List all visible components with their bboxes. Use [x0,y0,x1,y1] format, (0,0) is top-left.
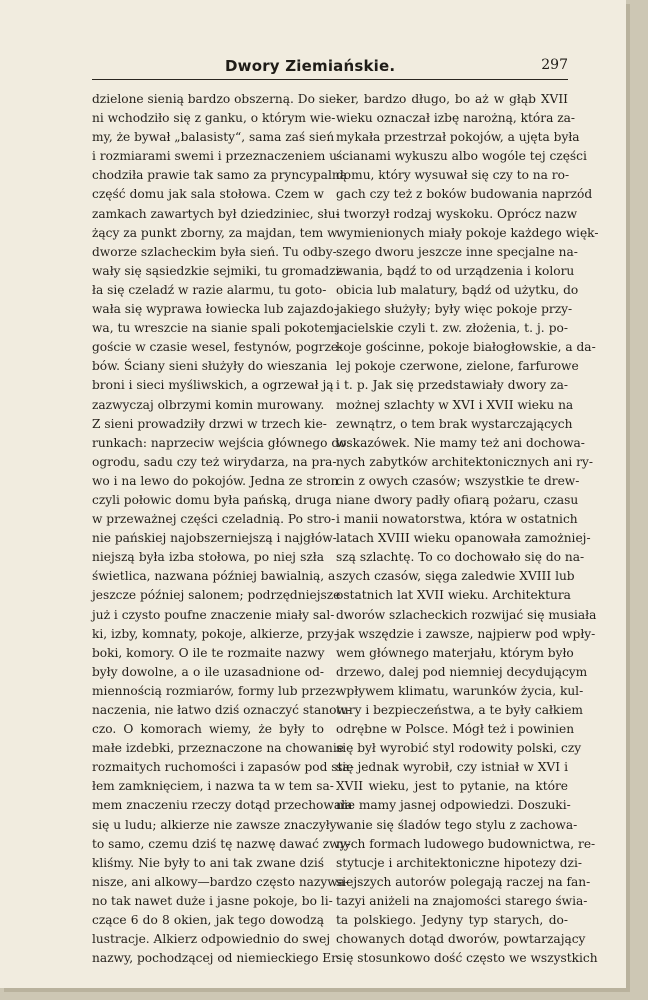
text-line: nie pańskiej najobszerniejszą i najgłów- [92,531,337,546]
text-line: się u ludu; alkierze nie zawsze znaczyły [92,817,337,832]
text-line: wały się sąsiedzkie sejmiki, tu gromadzi- [92,263,344,278]
text-line: dzielone sienią bardzo obszerną. Do sie- [92,92,341,106]
text-line: lustracje. Alkierz odpowiednio do swej [92,932,331,947]
text-line: miennością rozmiarów, formy lub przez- [92,683,340,698]
text-line: cin z owych czasów; wszystkie te drew- [336,473,580,488]
text-line: Z sieni prowadziły drzwi w trzech kie- [92,416,327,431]
text-line: boki, komory. O ile te rozmaite nazwy [92,645,325,660]
text-line: możnej szlachty w XVI i XVII wieku na [336,397,574,412]
text-line: ker, bardzo długo, bo aż w głąb XVII [336,92,568,106]
text-line: w przeważnej części czeladnią. Po stro- [92,512,336,527]
text-line: tazyi aniżeli na znajomości starego świa- [336,893,588,908]
text-line: my, że bywał „balasisty“, sama zaś sień [92,130,335,145]
running-header [92,57,568,81]
text-line: czyli połowic domu była pańską, druga [92,492,332,507]
text-line: niane dwory padły ofiarą pożaru, czasu [336,492,579,507]
text-line: zwania, bądź to od urządzenia i koloru [336,263,575,278]
text-line: wanie się śladów tego stylu z zachowa- [336,817,578,832]
text-line: mem znaczeniu rzeczy dotąd przechowała [92,798,353,813]
text-line: kliśmy. Nie były to ani tak zwane dziś [92,855,324,870]
text-line: wa, tu wreszcie na sianie spali pokotem [92,321,338,336]
text-line: zewnątrz, o tem brak wystarczających [336,416,573,431]
text-line: runkach: naprzeciw wejścia głównego do [92,435,347,450]
text-line: nisze, ani alkowy—bardzo często nazywa- [92,874,350,889]
text-line: chowanych dotąd dworów, powtarzający [336,932,586,947]
text-line: domu, który wysuwał się czy to na ro- [336,168,570,183]
text-line: zamkach zawartych był dziedziniec, słu- [92,206,340,221]
text-line: jacielskie czyli t. zw. złożenia, t. j. po- [336,321,568,336]
text-line: i tworzył rodzaj wyskoku. Oprócz nazw [336,206,578,221]
text-line: koje gościnne, pokoje białogłowskie, a da- [336,340,596,355]
text-line: naczenia, nie łatwo dziś oznaczyć stanow- [92,703,352,717]
text-line: i rozmiarami swemi i przeznaczeniem u- [92,149,342,164]
text-line: tury i bezpieczeństwa, a te były całkiem [336,703,583,717]
text-line: nazwy, pochodzącej od niemieckiego Er- [92,951,342,966]
text-line: ni wchodziło się z ganku, o którym wie- [92,111,336,126]
text-line: stytucje i architektoniczne hipotezy dzi- [336,855,582,870]
text-line: szą szlachtę. To co dochowało się do na- [336,550,585,565]
text-line: ki, izby, komnaty, pokoje, alkierze, przy- [92,626,338,641]
page-number: 297 [541,57,568,73]
text-line: to samo, czemu dziś tę nazwę dawać zwy- [92,836,351,851]
text-line: nych formach ludowego budownictwa, re- [336,836,596,851]
text-column-left [92,90,354,966]
text-line: ścianami wykuszu albo wogóle tej części [336,149,587,164]
text-line: ła się czeladź w razie alarmu, tu goto- [92,282,327,297]
text-line: chodziła prawie tak samo za pryncypalną [92,168,347,183]
text-line: wała się wyprawa łowiecka lub zajazdo- [92,302,338,317]
text-line: świetlica, nazwana później bawialnią, a [92,569,336,584]
text-line: małe izdebki, przeznaczone na chowanie [92,741,345,756]
text-line: się jednak wyrobił, czy istniał w XVI i [336,760,568,775]
text-line: lej pokoje czerwone, zielone, farfurowe [336,359,579,374]
text-line: łem zamknięciem, i nazwa ta w tem sa- [92,779,334,794]
text-line: latach XVIII wieku opanowała zamożniej- [336,531,591,546]
text-line: się stosunkowo dość często we wszystkich [336,951,598,966]
text-line: XVII wieku, jest to pytanie, na które [336,779,568,794]
text-line: żący za punkt zborny, za majdan, tem w [92,225,338,240]
text-line: wieku oznaczał izbę narożną, która za- [336,111,576,126]
text-line: odrębne w Polsce. Mógł też i powinien [336,722,575,737]
text-line: nych zabytków architektonicznych ani ry- [336,454,593,469]
text-line: goście w czasie wesel, festynów, pogrze- [92,340,343,355]
text-line: jak wszędzie i zawsze, najpierw pod wpły- [336,626,596,641]
text-line: jakiego służyły; były więc pokoje przy- [336,302,573,317]
header-rule [92,79,568,80]
text-line: mykała przestrzał pokojów, a ujęta była [336,130,580,145]
text-line: wem głównego materjału, którym było [336,645,574,660]
text-line: wpływem klimatu, warunków życia, kul- [336,683,584,698]
text-line: dworze szlacheckim była sień. Tu odby- [92,244,337,259]
text-line: nie mamy jasnej odpowiedzi. Doszuki- [336,798,571,813]
text-line: były dowolne, a o ile uzasadnione od- [92,664,324,679]
text-line: część domu jak sala stołowa. Czem w [92,187,324,202]
text-line: czące 6 do 8 okien, jak tego dowodzą [92,913,324,928]
text-line: już i czysto poufne znaczenie miały sal- [92,607,335,622]
text-line: czo. O komorach wiemy, że były to [92,722,324,737]
text-line: wymienionych miały pokoje każdego więk- [336,225,599,240]
text-column-right [336,90,599,966]
text-line: jeszcze później salonem; podrzędniejsze [92,588,341,603]
text-line: siejszych autorów polegają raczej na fan- [336,874,591,889]
running-title: Dwory Ziemiańskie. [225,57,396,75]
text-line: szego dworu jeszcze inne specjalne na- [336,244,578,259]
text-line: szych czasów, sięga zaledwie XVIII lub [336,569,575,584]
text-line: obicia lub malatury, bądź od użytku, do [336,282,579,297]
text-line: wskazówek. Nie mamy też ani dochowa- [336,435,585,450]
text-line: ogrodu, sadu czy też wirydarza, na pra- [92,454,337,469]
text-line: dworów szlacheckich rozwijać się musiała [336,607,597,622]
text-line: broni i sieci myśliwskich, a ogrzewał ją [92,378,334,393]
text-line: zazwyczaj olbrzymi komin murowany. [92,397,325,412]
text-line: się był wyrobić styl rodowity polski, czy [336,741,582,756]
text-line: no tak nawet duże i jasne pokoje, bo li- [92,893,333,908]
text-line: gach czy też z boków budowania naprzód [336,187,593,202]
text-line: bów. Ściany sieni służyły do wieszania [92,359,328,374]
text-line: i manii nowatorstwa, która w ostatnich [336,512,578,527]
text-line: ostatnich lat XVII wieku. Architektura [336,588,571,603]
text-line: niejszą była izba stołowa, po niej szła [92,550,324,565]
text-line: rozmaitych ruchomości i zapasów pod sta- [92,760,354,775]
text-line: i t. p. Jak się przedstawiały dwory za- [336,378,568,393]
text-line: wo i na lewo do pokojów. Jedna ze stron [92,473,339,488]
text-line: ta polskiego. Jedyny typ starych, do- [336,913,568,928]
text-line: drzewo, dalej pod niemniej decydującym [336,664,588,679]
